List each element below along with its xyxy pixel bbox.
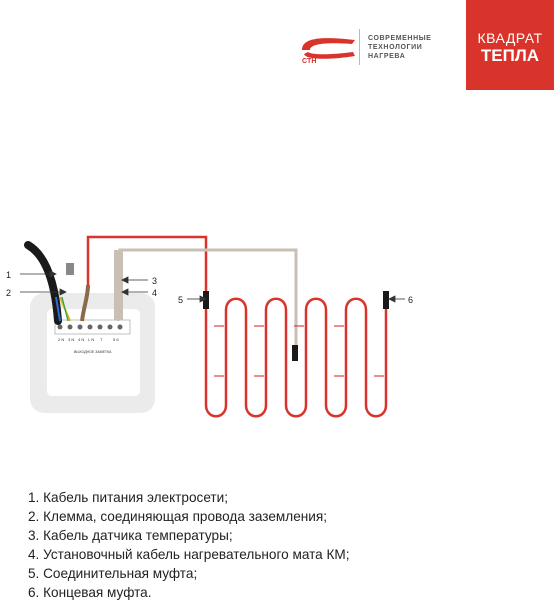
kvadrat-line-2: ТЕПЛА [480,46,540,65]
legend-item: 4. Установочный кабель нагревательного мата КМ; [28,547,350,562]
terminal-label: T [100,337,103,342]
tagline-line: ТЕХНОЛОГИИ [368,44,423,51]
cth-brand-text: CTH [302,58,317,65]
callout-5: 5 [178,295,184,305]
terminal-label: 3 N [68,337,75,342]
legend-item: 5. Соединительная муфта; [28,566,198,581]
terminal-label: 2 N [58,337,65,342]
kvadrat-tepla-logo [466,0,554,90]
callout-2: 2 [6,288,12,298]
tagline-line: НАГРЕВА [368,53,406,60]
legend-item: 3. Кабель датчика температуры; [28,528,233,543]
legend [28,488,548,602]
temperature-sensor [292,345,298,361]
callout-3: 3 [152,276,158,286]
terminal-label: 5 6 [113,337,119,342]
wiring-diagram [0,225,554,435]
device-caption: ВЫХОДНОЕ ЗАМЕТКА [74,350,112,354]
callout-1: 1 [6,270,12,280]
kvadrat-line-1: КВАДРАТ [477,30,543,46]
legend-item: 1. Кабель питания электросети; [28,490,229,505]
terminal-label: 4 N [78,337,85,342]
terminal-label: L N [88,337,95,342]
legend-item: 6. Концевая муфта. [28,585,152,600]
tagline-line: СОВРЕМЕННЫЕ [368,35,432,42]
legend-item: 2. Клемма, соединяющая провода заземления; [28,509,328,524]
ground-clamp [66,263,74,275]
end-coupling [383,291,389,309]
logo-divider [359,29,360,65]
callout-6: 6 [408,295,414,305]
callout-4: 4 [152,288,158,298]
cth-tagline [368,34,458,61]
